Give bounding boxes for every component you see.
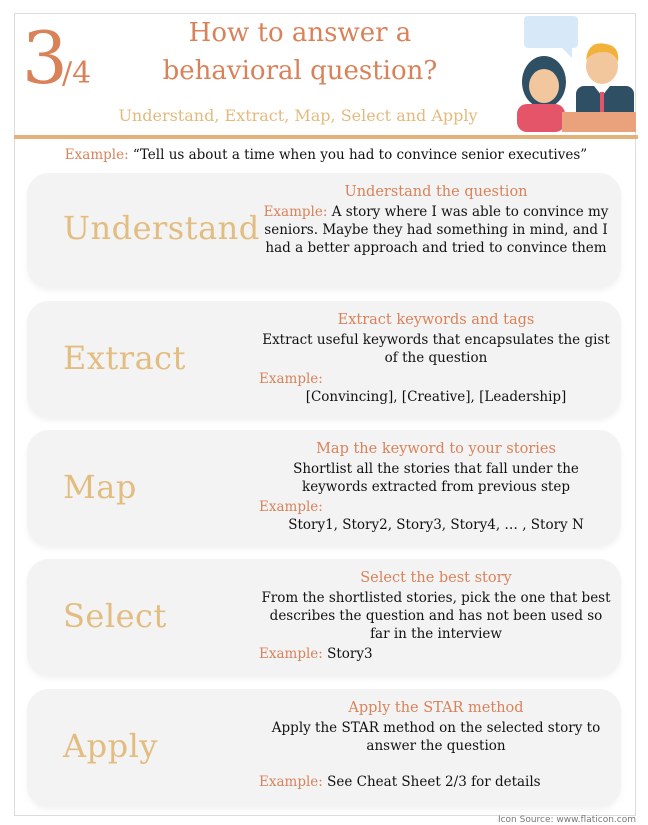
card-select bbox=[27, 559, 621, 676]
card-understand bbox=[27, 173, 621, 288]
card-word: Map bbox=[63, 468, 137, 506]
header-divider bbox=[14, 135, 638, 139]
card-body: Apply the STAR method on the selected story to answer the question bbox=[271, 720, 601, 754]
card-word: Extract bbox=[63, 339, 186, 377]
example-label: Example: bbox=[259, 499, 323, 515]
title-line-2: behavioral question? bbox=[162, 56, 438, 86]
example-text: See Cheat Sheet 2/3 for details bbox=[327, 774, 541, 790]
page-subtitle: Understand, Extract, Map, Select and Apply bbox=[118, 106, 478, 125]
page-title bbox=[120, 14, 480, 90]
example-label: Example: bbox=[259, 646, 323, 662]
title-line-1: How to answer a bbox=[188, 18, 412, 48]
card-apply bbox=[27, 689, 621, 807]
step-number: 3 bbox=[22, 16, 68, 100]
question-example bbox=[14, 147, 638, 163]
card-word: Understand bbox=[63, 209, 260, 247]
card-content bbox=[259, 311, 613, 406]
card-extract bbox=[27, 301, 621, 418]
example-label: Example: bbox=[64, 147, 129, 163]
card-content bbox=[259, 440, 613, 534]
card-body: Shortlist all the stories that fall under the keywords extracted from previous step bbox=[293, 461, 579, 495]
card-content bbox=[259, 699, 613, 791]
card-heading: Understand the question bbox=[344, 184, 528, 200]
card-example bbox=[259, 203, 613, 257]
example-label: Example: bbox=[259, 774, 323, 790]
card-word: Apply bbox=[63, 727, 158, 765]
card-heading: Select the best story bbox=[360, 570, 512, 586]
example-text: Story3 bbox=[327, 646, 373, 662]
card-body: From the shortlisted stories, pick the one that best describes the question and has not been used so far in the interview bbox=[261, 590, 611, 642]
example-question: “Tell us about a time when you had to convince senior executives” bbox=[132, 147, 588, 163]
card-example bbox=[259, 645, 613, 663]
card-example bbox=[259, 773, 613, 791]
example-label: Example: bbox=[263, 204, 328, 220]
example-text: Story1, Story2, Story3, Story4, … , Story N bbox=[288, 517, 584, 533]
card-heading: Apply the STAR method bbox=[348, 700, 524, 716]
step-fraction: /4 bbox=[62, 56, 92, 91]
card-word: Select bbox=[63, 597, 167, 635]
example-text: A story where I was able to convince my seniors. Maybe they had something in mind, and I had a better approach and tried to convince them bbox=[264, 204, 609, 256]
example-text: [Convincing], [Creative], [Leadership] bbox=[305, 389, 567, 405]
card-map bbox=[27, 430, 621, 546]
icon-source-credit: Icon Source: www.flaticon.com bbox=[497, 815, 636, 825]
interview-people-icon bbox=[510, 14, 636, 134]
card-heading: Extract keywords and tags bbox=[337, 312, 535, 328]
card-content bbox=[259, 569, 613, 663]
example-label: Example: bbox=[259, 371, 323, 387]
card-body: Extract useful keywords that encapsulates the gist of the question bbox=[262, 332, 610, 366]
card-content bbox=[259, 183, 613, 257]
card-heading: Map the keyword to your stories bbox=[316, 441, 556, 457]
